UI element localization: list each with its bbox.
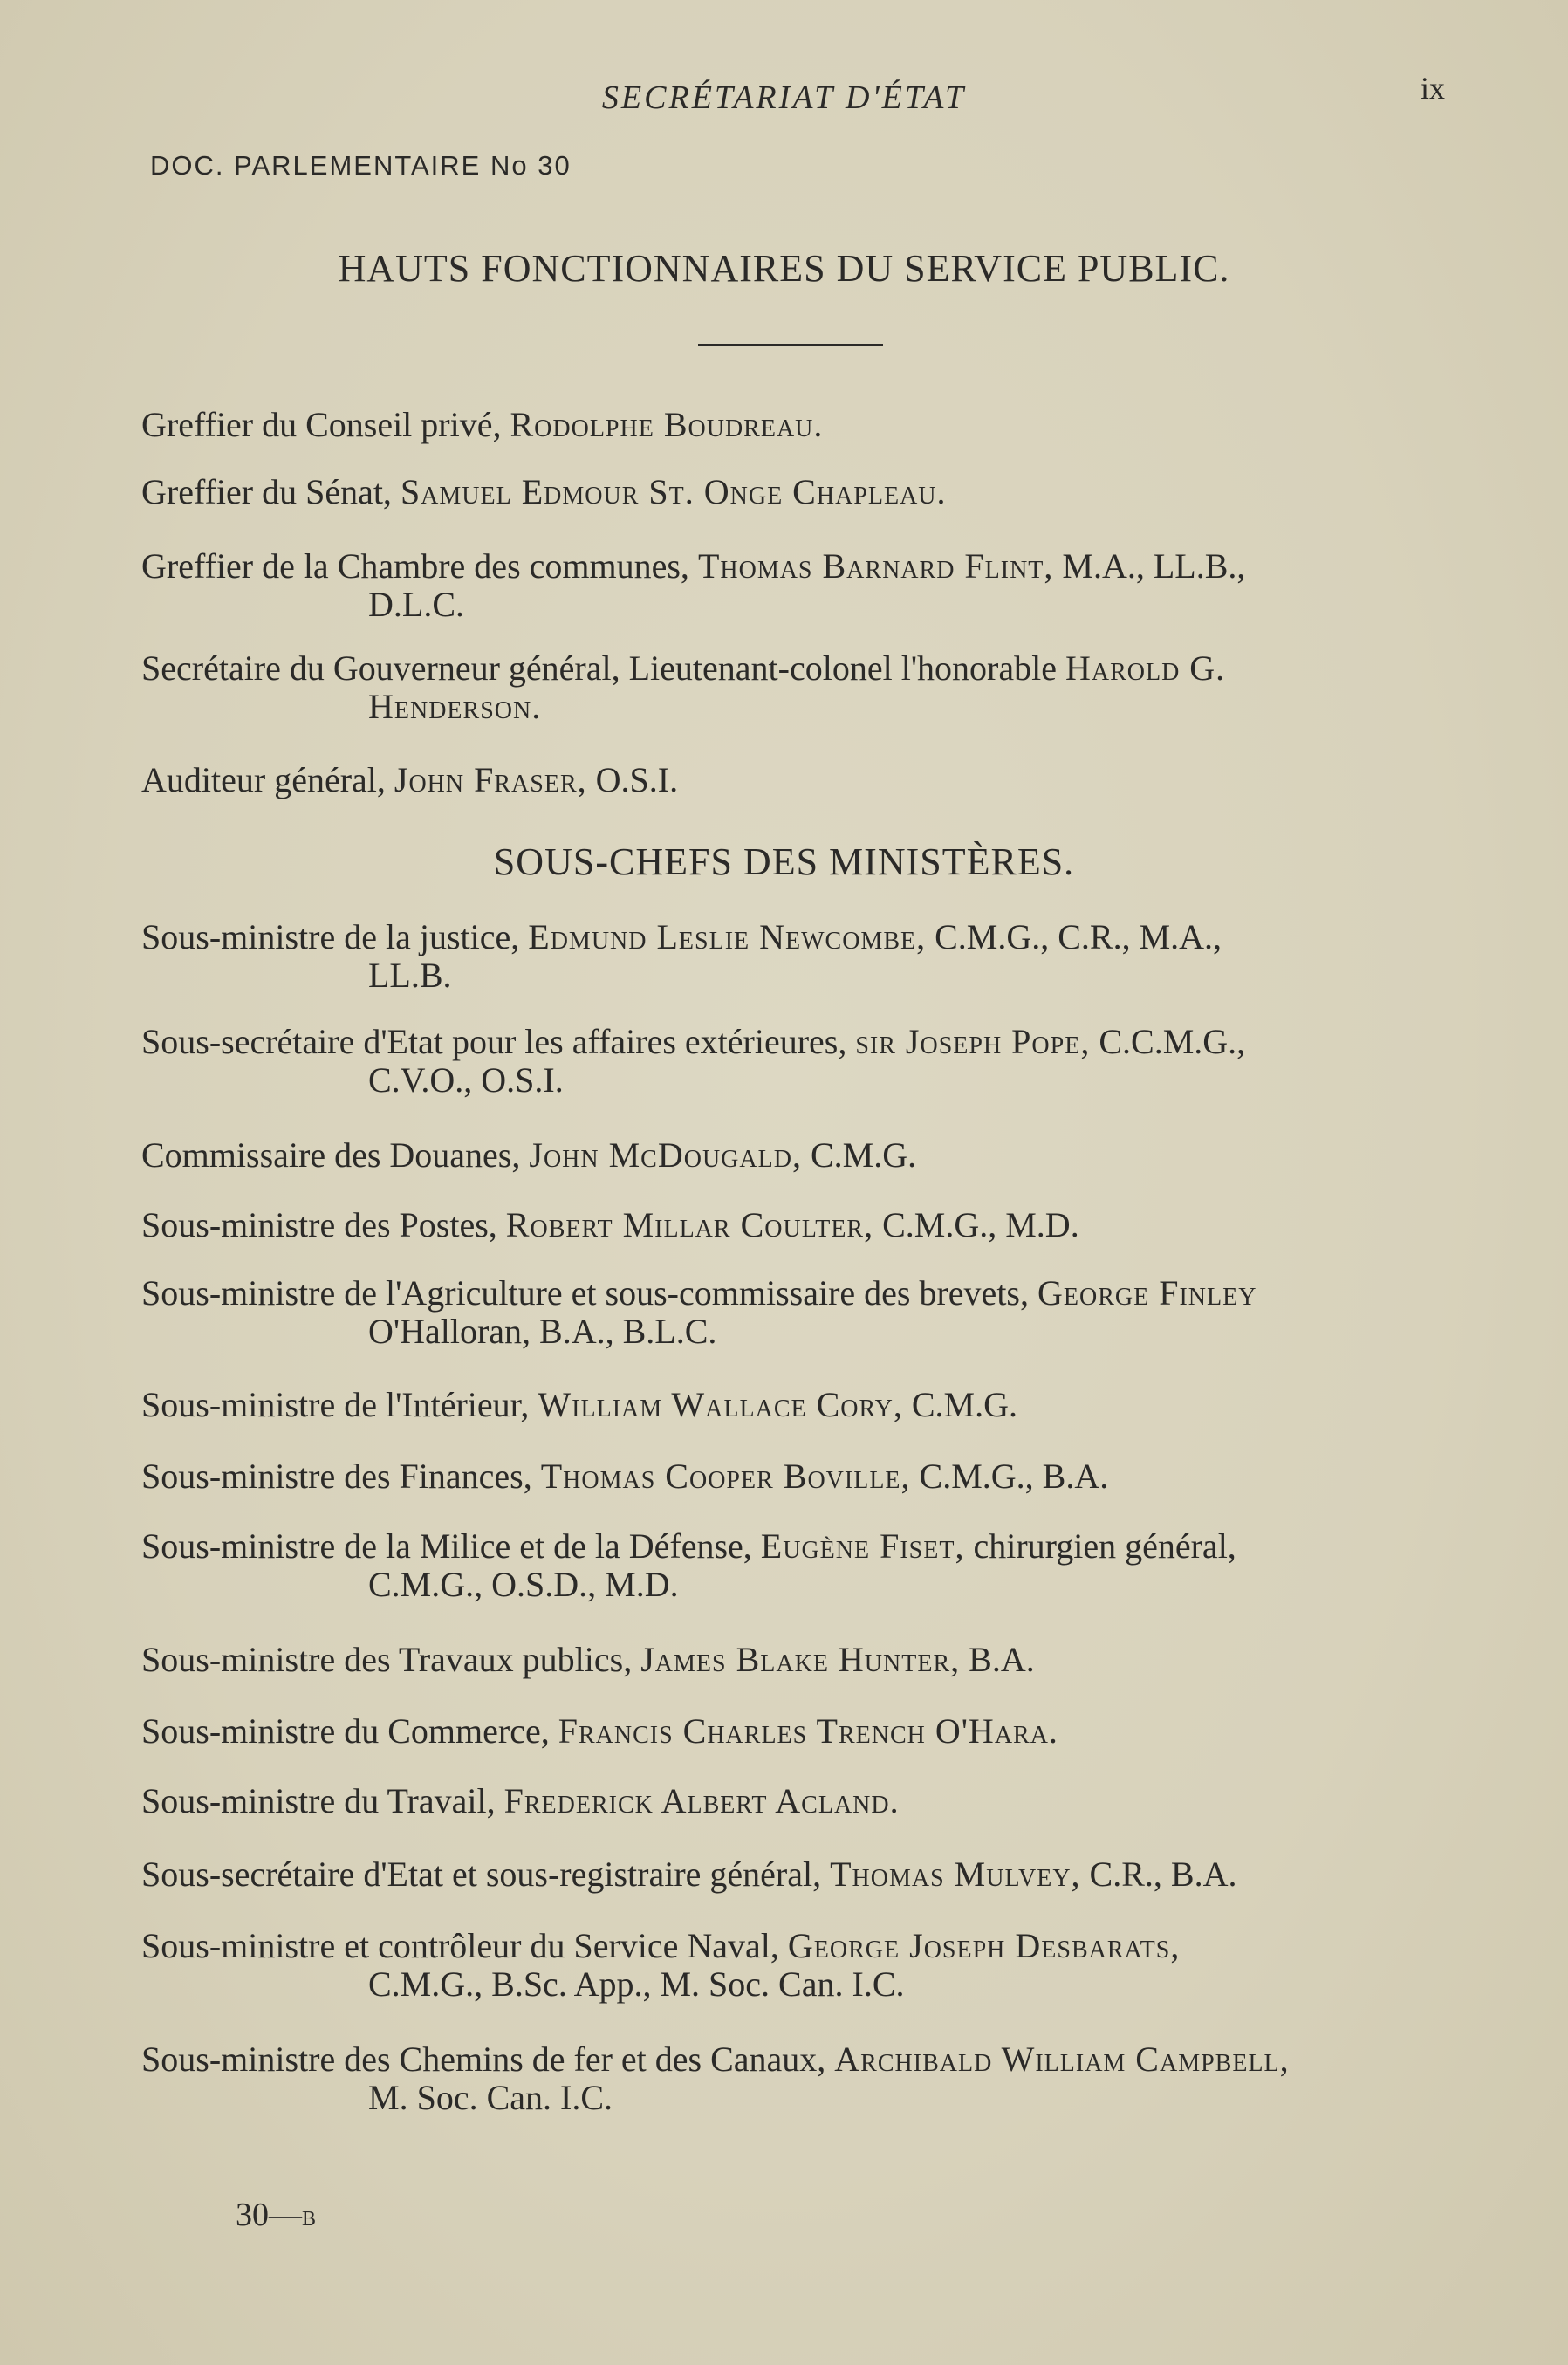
entry-credentials: C.R., B.A. xyxy=(1080,1854,1237,1894)
signature-number: 30— xyxy=(236,2197,302,2233)
entry-office: Greffier du Conseil privé, xyxy=(141,405,502,444)
entry-credentials: C.M.G. xyxy=(902,1385,1017,1424)
entry-clerk-privy-council xyxy=(141,406,1476,444)
entry-office: Secrétaire du Gouverneur général, Lieutenant-colonel l'honorable xyxy=(141,648,1057,688)
entry-person-name: John Fraser, xyxy=(394,760,587,799)
entry-credentials: C.M.G. xyxy=(801,1135,917,1175)
entry-person-name: Harold G. xyxy=(1065,648,1226,688)
entry-person-name: Thomas Cooper Boville, xyxy=(540,1457,911,1496)
entry-office: Sous-ministre du Travail, xyxy=(141,1781,496,1820)
signature-letter: b xyxy=(302,2200,318,2232)
entry-continuation: D.L.C. xyxy=(368,585,464,624)
entry-under-secretary-external-affairs xyxy=(141,1023,1476,1100)
entry-continuation: C.M.G., O.S.D., M.D. xyxy=(368,1565,679,1604)
entry-auditor-general xyxy=(141,761,1476,799)
entry-person-name: William Wallace Cory, xyxy=(538,1385,903,1424)
entry-credentials: M.A., LL.B., xyxy=(1053,546,1246,586)
entry-office: Sous-ministre de la Milice et de la Défense, xyxy=(141,1526,752,1566)
entry-person-name: James Blake Hunter, xyxy=(640,1640,961,1679)
entry-continuation: LL.B. xyxy=(368,956,452,995)
entry-deputy-minister-trade xyxy=(141,1712,1476,1751)
entry-office: Sous-ministre de la justice, xyxy=(141,917,520,956)
entry-person-name: sir Joseph Pope, xyxy=(855,1022,1091,1061)
entry-person-name: Edmund Leslie Newcombe, xyxy=(528,917,927,956)
entry-office: Sous-secrétaire d'Etat pour les affaires extérieures, xyxy=(141,1022,847,1061)
entry-person-name: Eugène Fiset, xyxy=(760,1526,965,1566)
entry-continuation: O'Halloran, B.A., B.L.C. xyxy=(368,1312,717,1351)
entry-credentials: B.A. xyxy=(960,1640,1035,1679)
entry-person-name: Frederick Albert Acland. xyxy=(503,1781,900,1820)
entry-office: Sous-ministre des Travaux publics, xyxy=(141,1640,633,1679)
entry-deputy-minister-justice xyxy=(141,918,1476,995)
entry-deputy-minister-railways-canals xyxy=(141,2040,1476,2117)
entry-credentials: C.C.M.G., xyxy=(1090,1022,1246,1061)
entry-deputy-minister-posts xyxy=(141,1206,1476,1244)
entry-deputy-minister-labour xyxy=(141,1782,1476,1820)
entry-continuation: C.M.G., B.Sc. App., M. Soc. Can. I.C. xyxy=(368,1964,905,2004)
entry-continuation: M. Soc. Can. I.C. xyxy=(368,2078,613,2117)
entry-person-name: Rodolphe Boudreau. xyxy=(510,405,824,444)
entry-office: Greffier du Sénat, xyxy=(141,472,392,511)
entry-person-name: Thomas Mulvey, xyxy=(830,1854,1081,1894)
entry-office: Sous-ministre de l'Agriculture et sous-commissaire des brevets, xyxy=(141,1273,1029,1313)
entry-office: Sous-secrétaire d'Etat et sous-registraire général, xyxy=(141,1854,822,1894)
entry-person-name: Samuel Edmour St. Onge Chapleau. xyxy=(400,472,947,511)
title-rule-divider xyxy=(698,344,883,346)
entry-office: Sous-ministre des Postes, xyxy=(141,1205,497,1244)
entry-person-name: John McDougald, xyxy=(529,1135,802,1175)
entry-clerk-house-of-commons xyxy=(141,547,1476,624)
entry-under-secretary-of-state xyxy=(141,1855,1476,1894)
entry-credentials: C.M.G., B.A. xyxy=(910,1457,1109,1496)
entry-office: Greffier de la Chambre des communes, xyxy=(141,546,689,586)
entry-office: Sous-ministre et contrôleur du Service Naval, xyxy=(141,1926,779,1965)
entry-office: Auditeur général, xyxy=(141,760,386,799)
entry-office: Commissaire des Douanes, xyxy=(141,1135,521,1175)
entry-commissioner-customs xyxy=(141,1136,1476,1175)
entry-office: Sous-ministre des Chemins de fer et des Canaux, xyxy=(141,2039,826,2079)
entry-person-name: George Joseph Desbarats, xyxy=(787,1926,1181,1965)
entry-deputy-minister-interior xyxy=(141,1386,1476,1424)
entry-continuation: Henderson. xyxy=(368,687,542,726)
entry-office: Sous-ministre du Commerce, xyxy=(141,1711,550,1751)
entry-deputy-minister-agriculture xyxy=(141,1274,1476,1351)
section-title-senior-officials: HAUTS FONCTIONNAIRES DU SERVICE PUBLIC. xyxy=(338,247,1230,290)
page-number: ix xyxy=(1421,71,1446,106)
entry-deputy-minister-militia-defence xyxy=(141,1527,1476,1604)
entry-office: Sous-ministre de l'Intérieur, xyxy=(141,1385,530,1424)
entry-secretary-governor-general xyxy=(141,649,1476,726)
running-head: SECRÉTARIAT D'ÉTAT xyxy=(601,79,967,116)
entry-person-name: Thomas Barnard Flint, xyxy=(697,546,1054,586)
entry-deputy-minister-naval-service xyxy=(141,1927,1476,2004)
entry-person-name: Robert Millar Coulter, xyxy=(505,1205,874,1244)
entry-credentials: C.M.G., M.D. xyxy=(873,1205,1079,1244)
entry-office: Sous-ministre des Finances, xyxy=(141,1457,532,1496)
entry-deputy-minister-finance xyxy=(141,1457,1476,1496)
entry-deputy-minister-public-works xyxy=(141,1641,1476,1679)
entry-continuation: C.V.O., O.S.I. xyxy=(368,1060,564,1100)
section-title-deputy-heads: SOUS-CHEFS DES MINISTÈRES. xyxy=(493,840,1075,883)
entry-credentials: chirurgien général, xyxy=(964,1526,1236,1566)
entry-clerk-senate xyxy=(141,473,1476,511)
document-reference: DOC. PARLEMENTAIRE No 30 xyxy=(150,150,572,181)
entry-credentials: O.S.I. xyxy=(586,760,679,799)
entry-person-name: Archibald William Campbell, xyxy=(834,2039,1290,2079)
printer-signature-mark xyxy=(236,2196,317,2234)
entry-person-name: George Finley xyxy=(1037,1273,1257,1313)
entry-credentials: C.M.G., C.R., M.A., xyxy=(926,917,1222,956)
entry-person-name: Francis Charles Trench O'Hara. xyxy=(558,1711,1058,1751)
